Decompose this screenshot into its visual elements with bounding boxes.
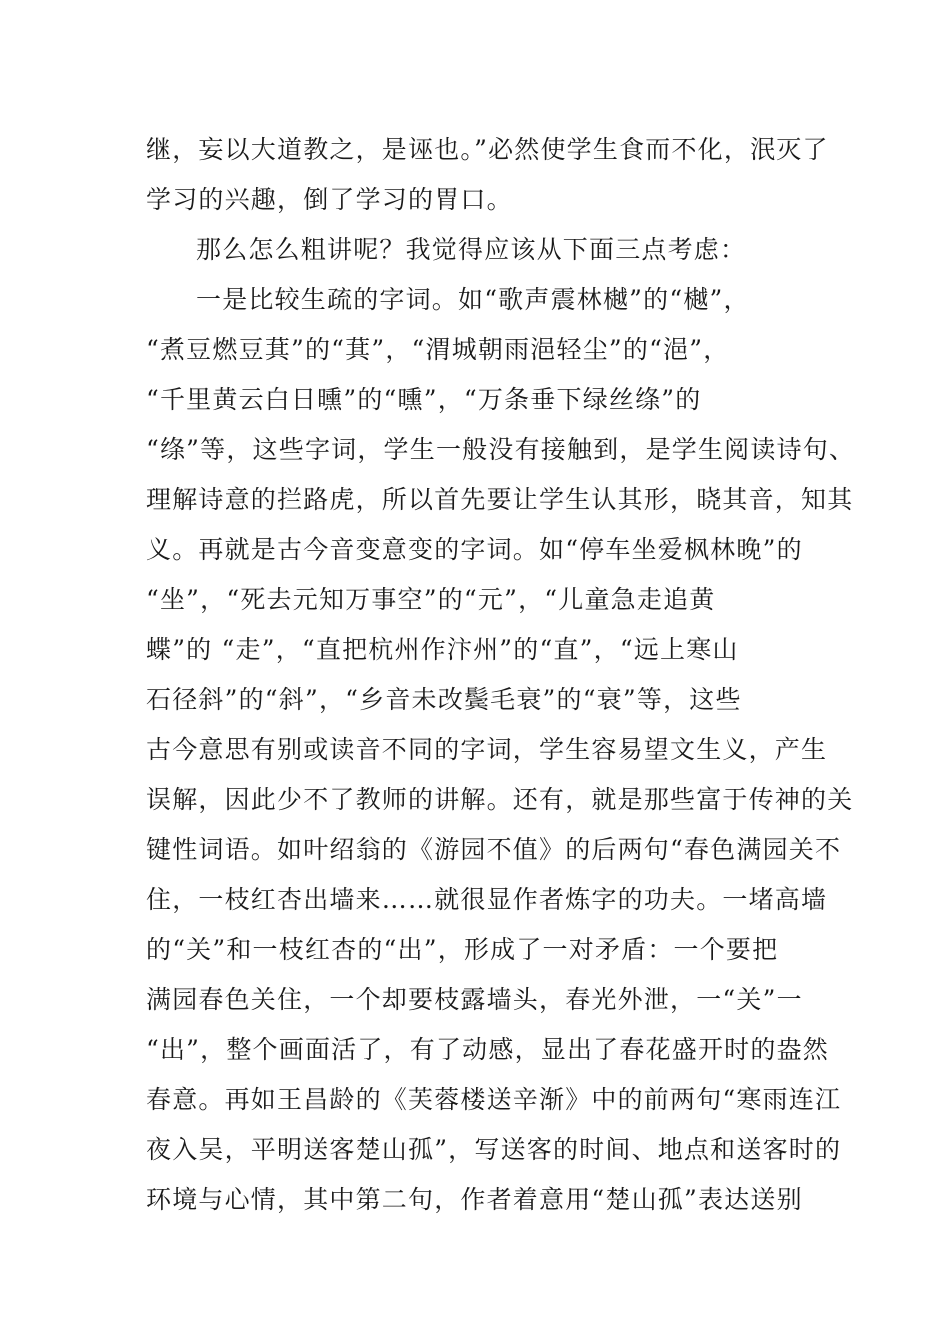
- text-line-10: “坐”，“死去元知万事空”的“元”，“儿童急走追黄: [146, 585, 716, 614]
- text-line-18: 满园春色关住，一个却要枝露墙头，春光外泄，一“关”一: [146, 985, 803, 1014]
- text-line-14: 误解，因此少不了教师的讲解。还有，就是那些富于传神的关: [146, 785, 854, 814]
- text-line-9: 义。再就是古今音变意变的字词。如“停车坐爱枫林晚”的: [146, 535, 803, 564]
- text-line-3: 那么怎么粗讲呢？我觉得应该从下面三点考虑：: [196, 235, 747, 264]
- text-line-20: 春意。再如王昌龄的《芙蓉楼送辛渐》中的前两句“寒雨连江: [146, 1085, 842, 1114]
- text-line-5: “煮豆燃豆萁”的“萁”，“渭城朝雨浥轻尘”的“浥”，: [146, 335, 730, 364]
- text-line-16: 住，一枝红杏出墙来……就很显作者炼字的功夫。一堵高墙: [146, 885, 828, 914]
- text-line-21: 夜入吴，平明送客楚山孤”，写送客的时间、地点和送客时的: [146, 1135, 842, 1164]
- text-line-4: 一是比较生疏的字词。如“歌声震林樾”的“樾”，: [196, 285, 750, 314]
- text-line-12: 石径斜”的“斜”，“乡音未改鬓毛衰”的“衰”等，这些: [146, 685, 742, 714]
- text-line-6: “千里黄云白日曛”的“曛”，“万条垂下绿丝绦”的: [146, 385, 702, 414]
- text-line-13: 古今意思有别或读音不同的字词，学生容易望文生义，产生: [146, 735, 828, 764]
- text-line-7: “绦”等，这些字词，学生一般没有接触到，是学生阅读诗句、: [146, 435, 856, 464]
- text-line-19: “出”，整个画面活了，有了动感，显出了春花盛开时的盎然: [146, 1035, 829, 1064]
- text-line-2: 学习的兴趣，倒了学习的胃口。: [146, 185, 513, 214]
- text-line-17: 的“关”和一枝红杏的“出”，形成了一对矛盾：一个要把: [146, 935, 779, 964]
- text-line-8: 理解诗意的拦路虎，所以首先要让学生认其形，晓其音，知其: [146, 485, 854, 514]
- text-line-15: 键性词语。如叶绍翁的《游园不值》的后两句“春色满园关不: [146, 835, 842, 864]
- text-line-22: 环境与心情，其中第二句，作者着意用“楚山孤”表达送别: [146, 1185, 803, 1214]
- text-line-11: 蝶”的 “走”，“直把杭州作汴州”的“直”，“远上寒山: [146, 635, 739, 664]
- text-line-1: 继，妄以大道教之，是诬也。”必然使学生食而不化，泯灭了: [146, 135, 829, 164]
